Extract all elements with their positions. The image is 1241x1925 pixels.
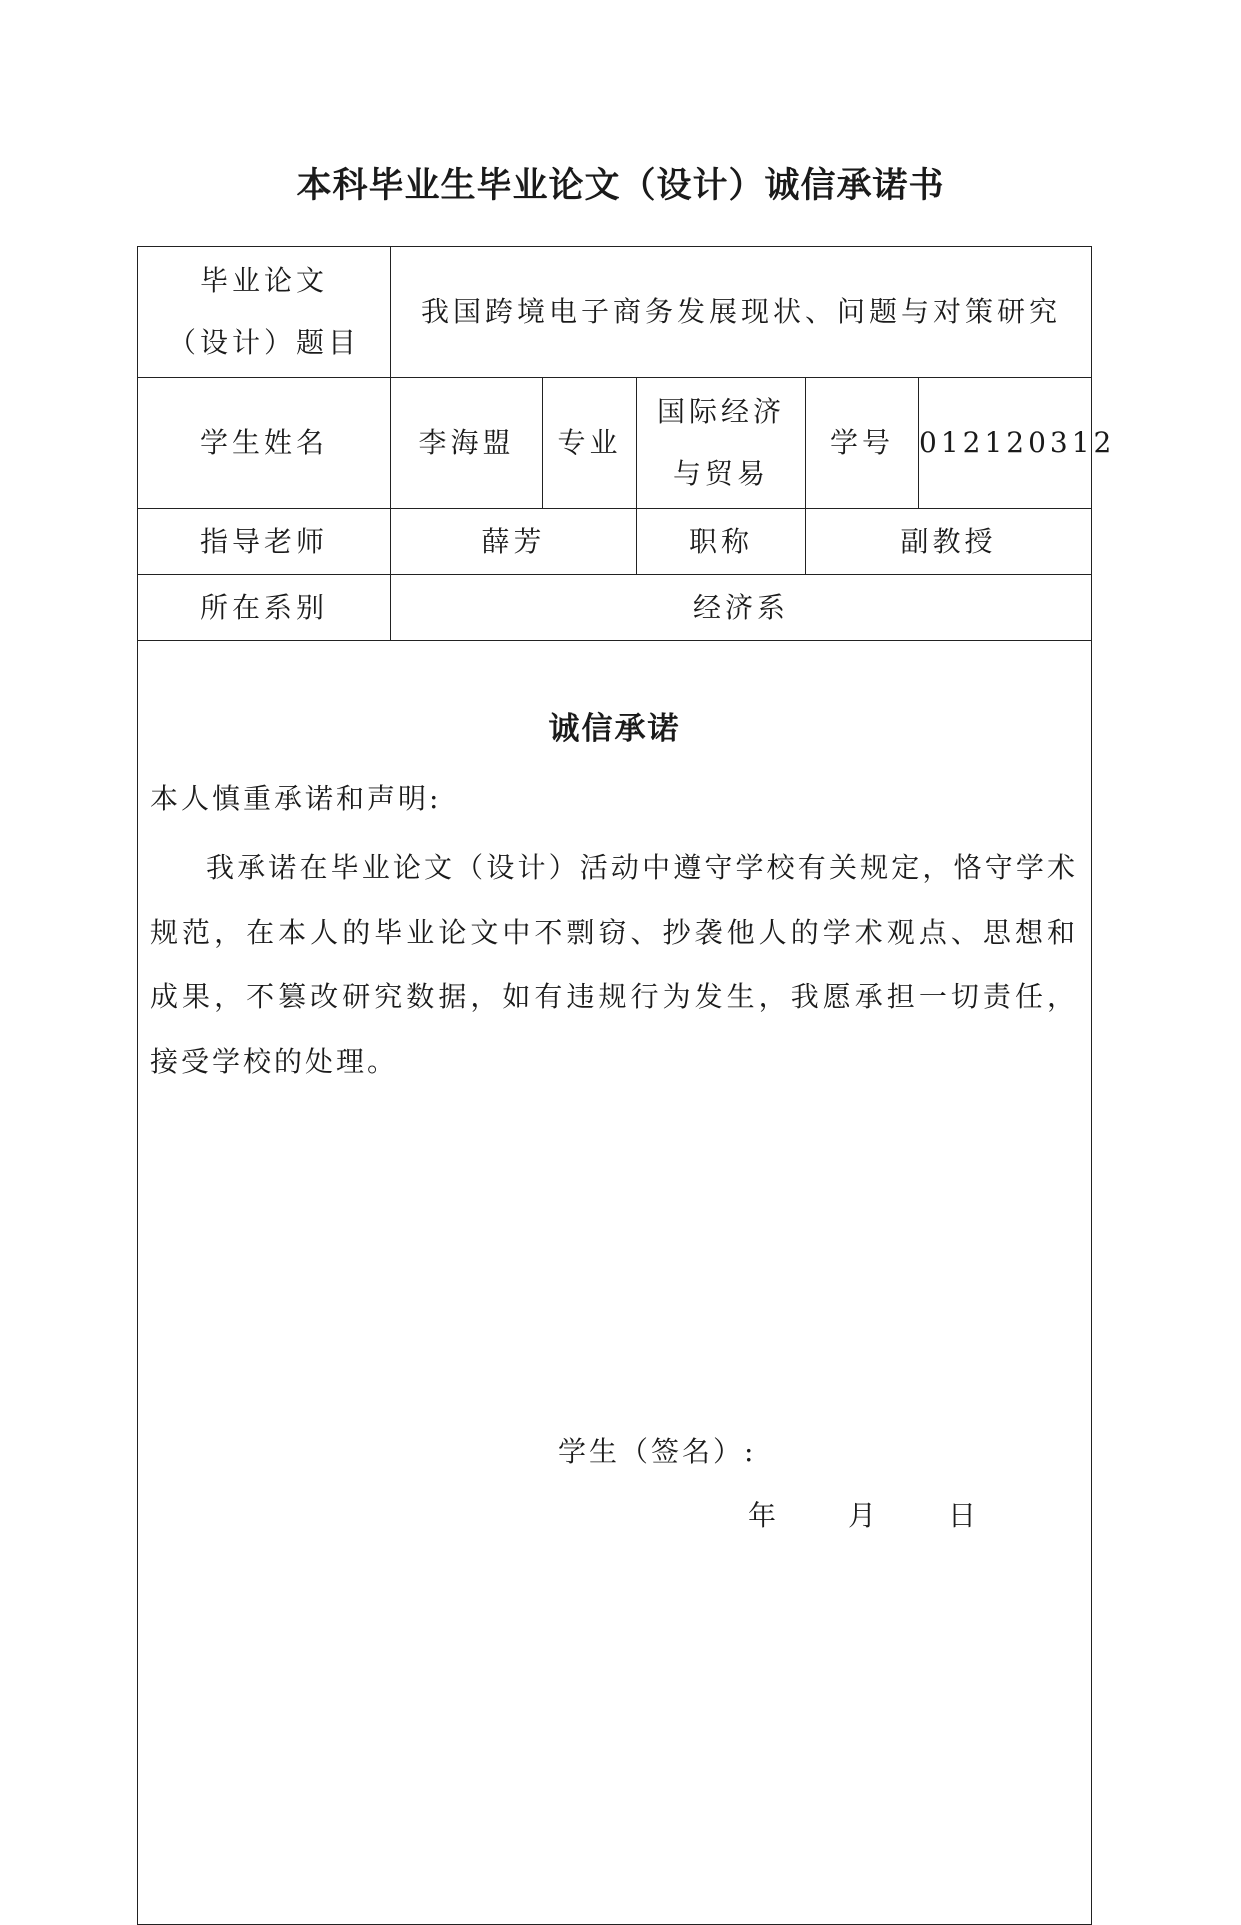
date-day: 日 bbox=[948, 1499, 981, 1532]
commitment-intro: 本人慎重承诺和声明: bbox=[150, 782, 442, 815]
rank-label: 职称 bbox=[637, 509, 806, 575]
advisor-label: 指导老师 bbox=[138, 509, 391, 575]
major-label: 专业 bbox=[543, 378, 637, 509]
department-row bbox=[138, 575, 1092, 641]
date-year: 年 bbox=[748, 1499, 781, 1532]
advisor-row bbox=[138, 509, 1092, 575]
commitment-body: 我承诺在毕业论文（设计）活动中遵守学校有关规定，恪守学术规范，在本人的毕业论文中不剽窃、抄袭他人的学术观点、思想和成果，不篡改研究数据，如有违规行为发生，我愿承担一切责任，接受学校的处理。 bbox=[150, 851, 1078, 1078]
student-id-value: 012120312 bbox=[919, 378, 1092, 509]
thesis-title-label-line2: （设计）题目 bbox=[167, 326, 360, 359]
major-value-line1: 国际经济 bbox=[656, 395, 785, 429]
student-name-label: 学生姓名 bbox=[138, 378, 391, 509]
signature-label: 学生（签名）: bbox=[558, 1435, 757, 1468]
rank-value: 副教授 bbox=[806, 509, 1092, 575]
major-value bbox=[637, 378, 806, 509]
date-line bbox=[748, 1499, 981, 1532]
commitment-form-table bbox=[137, 246, 1116, 1925]
commitment-section bbox=[138, 641, 1092, 1925]
thesis-title-label bbox=[138, 247, 391, 378]
student-info-row bbox=[138, 378, 1092, 509]
commitment-row bbox=[138, 641, 1092, 1925]
date-month: 月 bbox=[848, 1499, 881, 1532]
page-title: 本科毕业生毕业论文（设计）诚信承诺书 bbox=[296, 166, 945, 206]
department-value: 经济系 bbox=[391, 575, 1092, 641]
student-name-value: 李海盟 bbox=[391, 378, 543, 509]
department-label: 所在系别 bbox=[138, 575, 391, 641]
commitment-heading: 诚信承诺 bbox=[548, 711, 681, 747]
student-id-label: 学号 bbox=[806, 378, 919, 509]
thesis-title-label-line1: 毕业论文 bbox=[199, 264, 328, 298]
major-value-line2: 与贸易 bbox=[672, 457, 769, 490]
thesis-title-row bbox=[138, 247, 1092, 378]
thesis-title-value: 我国跨境电子商务发展现状、问题与对策研究 bbox=[391, 247, 1092, 378]
advisor-value: 薛芳 bbox=[391, 509, 637, 575]
